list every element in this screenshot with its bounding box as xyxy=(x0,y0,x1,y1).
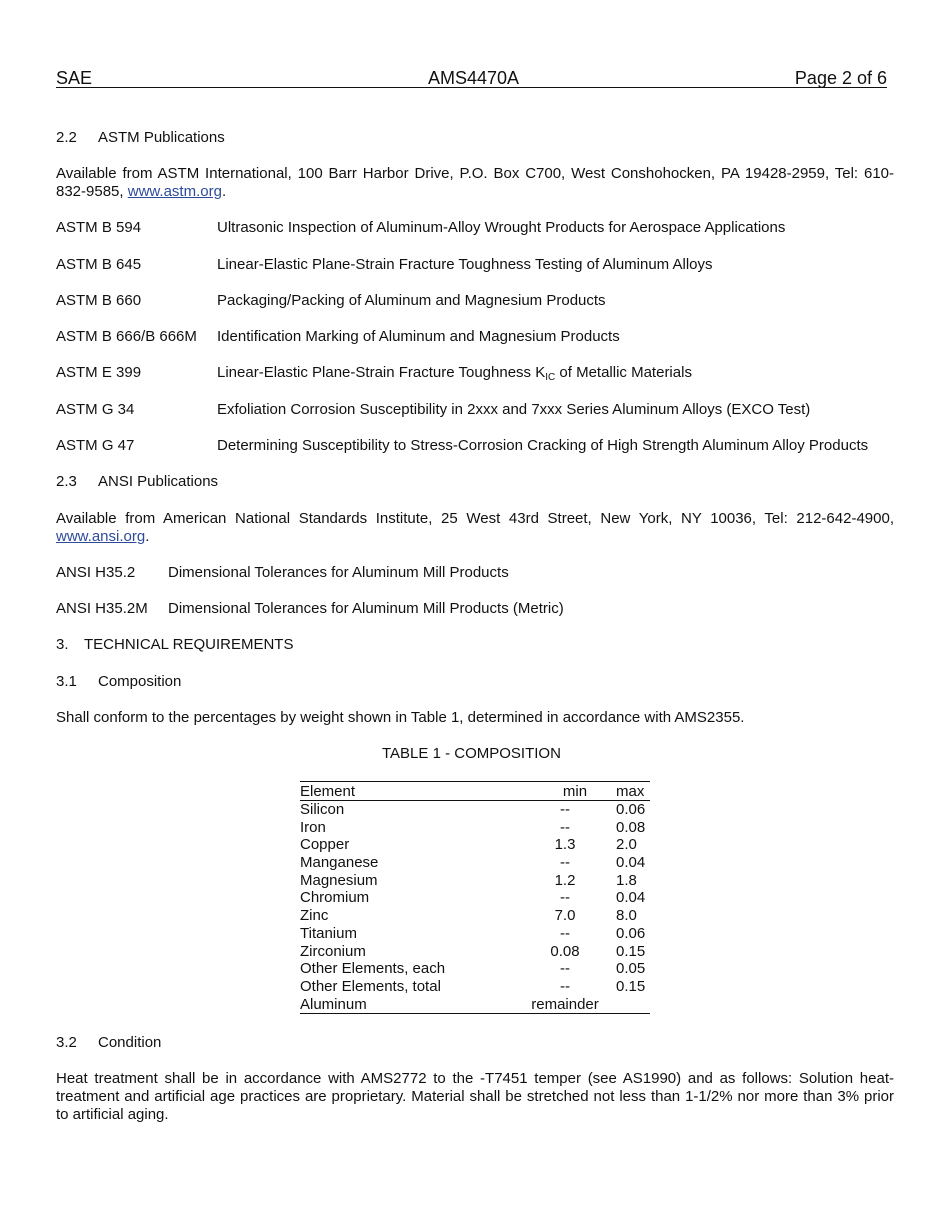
table-row xyxy=(300,872,650,890)
cell-max: 0.04 xyxy=(616,854,646,872)
table-header-row xyxy=(300,782,650,800)
reference-code: ASTM G 34 xyxy=(56,401,135,418)
composition-paragraph: Shall conform to the percentages by weight shown in Table 1, determined in accordance with AMS2355. xyxy=(56,709,745,726)
reference-title: Exfoliation Corrosion Susceptibility in 2xxx and 7xxx Series Aluminum Alloys (EXCO Test) xyxy=(217,401,811,418)
reference-code: ANSI H35.2M xyxy=(56,600,148,617)
table-row xyxy=(300,836,650,854)
table-caption: TABLE 1 - COMPOSITION xyxy=(382,745,561,762)
section-title: ANSI Publications xyxy=(98,473,219,490)
cell-max: 0.06 xyxy=(616,801,646,818)
ansi-availability-paragraph xyxy=(56,510,894,546)
reference-title: Identification Marking of Aluminum and Magnesium Products xyxy=(217,328,620,345)
cell-max: 0.04 xyxy=(616,889,646,907)
cell-element: Copper xyxy=(300,836,350,854)
reference-title: Determining Susceptibility to Stress-Corrosion Cracking of High Strength Aluminum Alloy Products xyxy=(217,437,869,454)
cell-min: -- xyxy=(560,924,570,942)
section-3-1-heading xyxy=(56,673,181,691)
reference-title xyxy=(217,364,692,387)
cell-min: 1.2 xyxy=(554,871,576,889)
cell-element: Zirconium xyxy=(300,942,366,960)
table-row xyxy=(300,907,650,925)
section-number: 3. xyxy=(56,636,69,653)
reference-title-part: Linear-Elastic Plane-Strain Fracture Toughness K xyxy=(217,364,546,381)
cell-max: 0.06 xyxy=(616,924,646,942)
cell-min: remainder xyxy=(531,995,599,1013)
section-number: 3.1 xyxy=(56,673,77,690)
section-number: 2.2 xyxy=(56,129,77,146)
cell-min: -- xyxy=(560,818,570,836)
cell-min: -- xyxy=(560,977,570,995)
cell-min: 7.0 xyxy=(554,907,576,925)
reference-code: ASTM E 399 xyxy=(56,364,142,381)
cell-element: Manganese xyxy=(300,854,379,872)
cell-element: Magnesium xyxy=(300,871,378,889)
cell-max: 8.0 xyxy=(616,907,637,925)
cell-element: Zinc xyxy=(300,907,329,925)
reference-code: ASTM B 594 xyxy=(56,219,142,236)
table-row xyxy=(300,996,650,1014)
reference-title: Ultrasonic Inspection of Aluminum-Alloy Wrought Products for Aerospace Applications xyxy=(217,219,786,236)
cell-element: Silicon xyxy=(300,801,345,818)
table-row xyxy=(300,960,650,978)
cell-min: 0.08 xyxy=(550,942,580,960)
cell-min: -- xyxy=(560,960,570,978)
period: . xyxy=(221,183,227,200)
cell-max: 0.08 xyxy=(616,818,646,836)
cell-min: -- xyxy=(560,854,570,872)
cell-element: Titanium xyxy=(300,924,357,942)
section-number: 3.2 xyxy=(56,1034,77,1051)
section-title: ASTM Publications xyxy=(98,129,225,146)
header-page-number: Page 2 of 6 xyxy=(794,68,887,88)
reference-code: ASTM B 645 xyxy=(56,256,142,273)
reference-title: Dimensional Tolerances for Aluminum Mill Products xyxy=(168,564,509,581)
header-doc-id: AMS4470A xyxy=(428,68,520,88)
cell-min: -- xyxy=(560,801,570,818)
reference-code: ASTM B 660 xyxy=(56,292,142,309)
cell-max: 0.15 xyxy=(616,942,646,960)
section-3-heading xyxy=(56,636,293,654)
ansi-availability-text: Available from American National Standards Institute, 25 West 43rd Street, New York, NY 10036, Tel: 212-642-4900, xyxy=(56,510,894,527)
table-row xyxy=(300,978,650,996)
cell-max: 2.0 xyxy=(616,836,637,854)
astm-website-link[interactable]: www.astm.org xyxy=(127,183,222,200)
cell-element: Other Elements, each xyxy=(300,960,446,978)
header-element: Element xyxy=(300,783,356,800)
reference-title: Linear-Elastic Plane-Strain Fracture Toughness Testing of Aluminum Alloys xyxy=(217,256,713,273)
header-max: max xyxy=(616,783,645,800)
period: . xyxy=(145,528,150,545)
cell-element: Iron xyxy=(300,818,326,836)
cell-max: 0.05 xyxy=(616,960,646,978)
section-2-3-heading xyxy=(56,473,218,491)
table-row xyxy=(300,819,650,837)
section-title: Condition xyxy=(98,1034,162,1051)
reference-code: ASTM G 47 xyxy=(56,437,135,454)
table-row xyxy=(300,889,650,907)
table-row xyxy=(300,854,650,872)
reference-title: Dimensional Tolerances for Aluminum Mill Products (Metric) xyxy=(168,600,564,617)
cell-min: -- xyxy=(560,889,570,907)
section-number: 2.3 xyxy=(56,473,77,490)
section-3-2-heading xyxy=(56,1034,161,1052)
header-min: min xyxy=(562,783,588,800)
section-title: TECHNICAL REQUIREMENTS xyxy=(84,636,294,653)
cell-element: Chromium xyxy=(300,889,370,907)
ansi-website-link[interactable]: www.ansi.org xyxy=(56,528,146,545)
cell-min: 1.3 xyxy=(554,836,576,854)
cell-element: Aluminum xyxy=(300,995,367,1013)
subscript: IC xyxy=(545,372,556,383)
table-row xyxy=(300,925,650,943)
cell-max: 1.8 xyxy=(616,871,637,889)
astm-availability-paragraph xyxy=(56,165,894,201)
reference-title-part: of Metallic Materials xyxy=(555,364,692,381)
table-bottom-rule xyxy=(300,1013,650,1014)
composition-table xyxy=(300,781,650,1014)
table-row xyxy=(300,801,650,819)
section-title: Composition xyxy=(98,673,182,690)
astm-availability-text: Available from ASTM International, 100 Barr Harbor Drive, P.O. Box C700, West Conshohocken, PA 19428-2959, Tel: 610-832-9585, xyxy=(56,165,894,200)
cell-element: Other Elements, total xyxy=(300,977,441,995)
condition-paragraph: Heat treatment shall be in accordance with AMS2772 to the -T7451 temper (see AS1990) and as follows: Solution heat-treatment and artificial age practices are proprietary. Material shall be stretched not less than 1-1/2% nor more than 3% prior to artificial aging. xyxy=(56,1070,894,1123)
reference-code: ASTM B 666/B 666M xyxy=(56,328,197,345)
section-2-2-heading xyxy=(56,129,225,147)
header-org: SAE xyxy=(56,68,93,88)
reference-title: Packaging/Packing of Aluminum and Magnesium Products xyxy=(217,292,606,309)
table-row xyxy=(300,943,650,961)
reference-code: ANSI H35.2 xyxy=(56,564,136,581)
cell-max: 0.15 xyxy=(616,977,646,995)
header-rule xyxy=(56,87,887,88)
